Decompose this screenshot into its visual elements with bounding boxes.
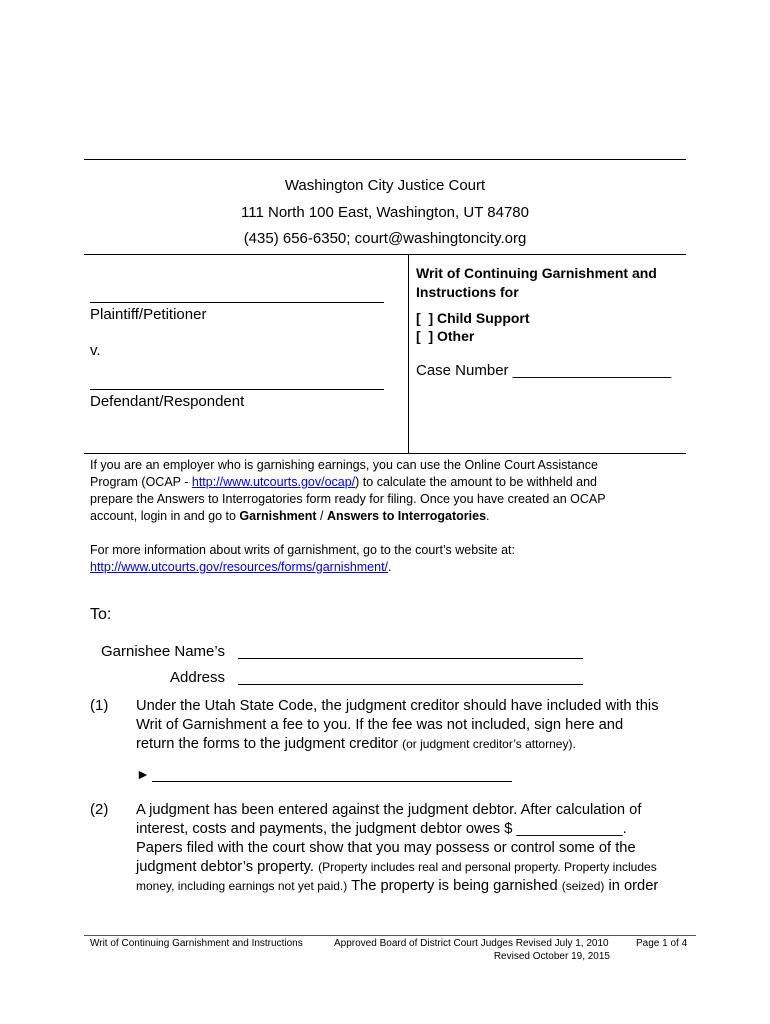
footer-page-number: Page 1 of 4 (636, 938, 688, 949)
header-top-rule (84, 159, 686, 160)
info-line: For more information about writs of garnishment, go to the court’s website at: (90, 543, 515, 557)
info-paragraph (90, 542, 690, 576)
intro-line: If you are an employer who is garnishing earnings, you can use the Online Court Assistance (90, 458, 598, 472)
info-line (90, 559, 690, 576)
item2-text-span: in order (604, 878, 659, 894)
intro-line (90, 474, 690, 491)
item2-line (136, 877, 696, 896)
footer-revision: Revised October 19, 2015 (493, 951, 610, 962)
footer-approval: Approved Board of District Court Judges Revised July 1, 2010 (334, 938, 609, 949)
answers-menu-text: Answers to Interrogatories (326, 509, 487, 523)
item1-line: Writ of Garnishment a fee to you. If the fee was not included, sign here and (136, 717, 624, 733)
other-checkbox[interactable]: [ ] Other (416, 328, 475, 344)
footer-form-title: Writ of Continuing Garnishment and Instructions (90, 938, 303, 949)
item2-text-span: judgment debtor’s property. (136, 859, 319, 875)
signature-arrow-icon: ► (136, 766, 150, 782)
defendant-signature-line[interactable] (90, 389, 384, 390)
item2-number: (2) (90, 801, 109, 818)
court-name: Washington City Justice Court (284, 177, 486, 194)
item1-text (136, 697, 696, 754)
court-contact: (435) 656-6350; court@washingtoncity.org (243, 230, 527, 247)
caption-bottom-rule (84, 453, 686, 454)
fee-signature-line[interactable] (152, 781, 512, 782)
item2-text (136, 801, 696, 896)
item2-line: Papers filed with the court show that you may possess or control some of the (136, 840, 636, 856)
case-number-field[interactable]: Case Number ___________________ (416, 362, 672, 379)
form-title-line1: Writ of Continuing Garnishment and (416, 265, 657, 281)
garnishee-address-label: Address (170, 669, 226, 686)
footer-rule (84, 935, 696, 936)
separator: / (316, 509, 327, 523)
intro-paragraph (90, 457, 690, 525)
item2-note: (Property includes real and personal property. Property includes (318, 860, 657, 874)
item2-line: A judgment has been entered against the judgment debtor. After calculation of (136, 802, 642, 818)
item2-line (136, 858, 696, 877)
item1-note: (or judgment creditor’s attorney). (402, 737, 576, 751)
versus-label: v. (90, 342, 101, 359)
ocap-link[interactable]: http://www.utcourts.gov/ocap/ (191, 475, 356, 489)
item2-note: (seized) (561, 879, 605, 893)
defendant-label: Defendant/Respondent (90, 393, 245, 410)
garnishee-name-label: Garnishee Name’s (101, 643, 225, 660)
garnishee-name-line[interactable] (238, 658, 583, 659)
form-title-line2: Instructions for (416, 284, 519, 300)
plaintiff-label: Plaintiff/Petitioner (90, 306, 207, 323)
to-label: To: (90, 606, 112, 623)
intro-text: account, login in and go to (90, 509, 240, 523)
item2-line: interest, costs and payments, the judgment debtor owes $ _____________. (136, 821, 627, 837)
item1-number: (1) (90, 697, 109, 714)
item2-text-span: The property is being garnished (347, 878, 562, 894)
garnishment-menu-text: Garnishment (239, 509, 317, 523)
intro-line: prepare the Answers to Interrogatories form ready for filing. Once you have created an OCAP (90, 492, 606, 506)
child-support-checkbox[interactable]: [ ] Child Support (416, 310, 530, 326)
item1-text-span: return the forms to the judgment creditor (136, 736, 403, 752)
garnishee-address-line[interactable] (238, 684, 583, 685)
intro-text: Program (OCAP - (90, 475, 192, 489)
court-address: 111 North 100 East, Washington, UT 84780 (241, 204, 529, 221)
period: . (486, 509, 490, 523)
intro-text: ) to calculate the amount to be withheld and (355, 475, 597, 489)
item2-note: money, including earnings not yet paid.) (136, 879, 348, 893)
garnishment-forms-link[interactable]: http://www.utcourts.gov/resources/forms/garnishment/ (90, 560, 389, 574)
period: . (388, 560, 392, 574)
intro-line (90, 508, 690, 525)
caption-top-rule (84, 254, 686, 255)
item1-line: Under the Utah State Code, the judgment creditor should have included with this (136, 698, 659, 714)
item1-line (136, 735, 696, 754)
caption-divider (408, 254, 409, 453)
plaintiff-signature-line[interactable] (90, 302, 384, 303)
